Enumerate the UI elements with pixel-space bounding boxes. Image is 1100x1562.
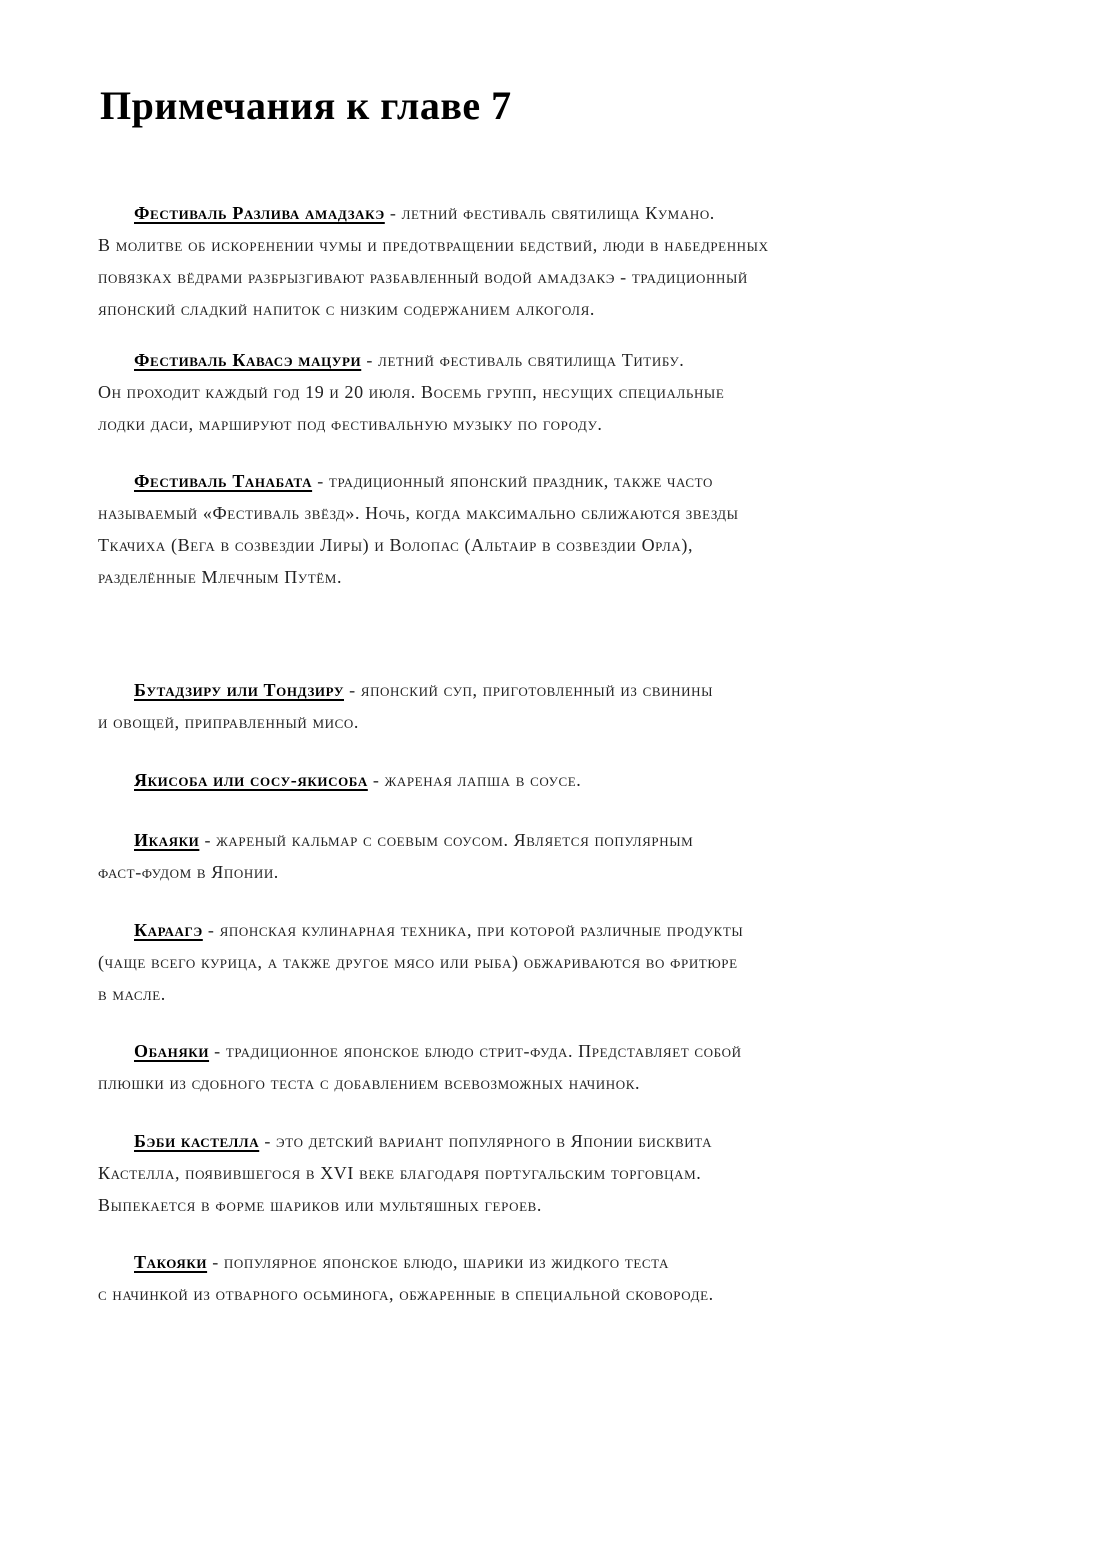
note-text: и овощей, приправленный мисо. <box>98 712 359 732</box>
note-text: - японский суп, приготовленный из свинины <box>344 680 714 700</box>
note-text: Кастелла, появившегося в XVI веке благодаря португальским торговцам. <box>98 1163 702 1183</box>
note-takoyaki <box>98 1246 1028 1310</box>
note-butajiru <box>98 674 1028 738</box>
note-text: - традиционное японское блюдо стрит-фуда. Представляет собой <box>209 1041 742 1061</box>
note-term: Бутадзиру или Тондзиру <box>134 680 344 700</box>
note-text: - жареная лапша в соусе. <box>367 770 582 790</box>
note-text: (чаще всего курица, а также другое мясо или рыба) обжариваются во фритюре <box>98 952 738 972</box>
note-text: фаст-фудом в Японии. <box>98 862 279 882</box>
note-ikayaki <box>98 824 1028 888</box>
note-tanabata <box>98 465 1028 593</box>
note-text: в масле. <box>98 984 166 1004</box>
note-text: плюшки из сдобного теста с добавлением всевозможных начинок. <box>98 1073 641 1093</box>
note-first-line <box>98 764 1028 796</box>
note-term: Якисоба или сосу-якисоба <box>134 770 368 790</box>
note-first-line <box>98 465 1028 497</box>
note-yakisoba <box>98 764 1028 796</box>
note-text: Выпекается в форме шариков или мультяшных героев. <box>98 1195 542 1215</box>
note-term: Караагэ <box>134 920 203 940</box>
note-text: - японская кулинарная техника, при которой различные продукты <box>202 920 744 940</box>
note-first-line <box>98 344 1028 376</box>
note-first-line <box>98 1246 1028 1278</box>
note-text: - традиционный японский праздник, также часто <box>312 471 713 491</box>
note-obanyaki <box>98 1035 1028 1099</box>
note-text: Он проходит каждый год 19 и 20 июля. Восемь групп, несущих специальные <box>98 382 725 402</box>
note-term: Бэби кастелла <box>134 1131 260 1151</box>
note-text: - жареный кальмар с соевым соусом. Является популярным <box>199 830 694 850</box>
note-amadzake-festival <box>98 197 1028 325</box>
note-karaage <box>98 914 1028 1010</box>
note-first-line <box>98 1035 1028 1067</box>
note-text: японский сладкий напиток с низким содержанием алкоголя. <box>98 299 595 319</box>
note-baby-castella <box>98 1125 1028 1221</box>
note-text: - летний фестиваль святилища Титибу. <box>361 350 685 370</box>
note-first-line <box>98 914 1028 946</box>
note-text: - летний фестиваль святилища Кумано. <box>384 203 715 223</box>
note-first-line <box>98 1125 1028 1157</box>
note-text: с начинкой из отварного осьминога, обжаренные в специальной сковороде. <box>98 1284 714 1304</box>
note-text: В молитве об искоренении чумы и предотвращении бедствий, люди в набедренных <box>98 235 769 255</box>
note-term: Обаняки <box>134 1041 210 1061</box>
note-term: Фестиваль Разлива амадзакэ <box>134 203 385 223</box>
note-text: повязках вёдрами разбрызгивают разбавленный водой амадзакэ - традиционный <box>98 267 748 287</box>
note-first-line <box>98 197 1028 229</box>
note-term: Такояки <box>134 1252 208 1272</box>
note-text: - популярное японское блюдо, шарики из жидкого теста <box>207 1252 670 1272</box>
note-first-line <box>98 674 1028 706</box>
note-text: лодки даси, маршируют под фестивальную музыку по городу. <box>98 414 603 434</box>
page-title: Примечания к главе 7 <box>100 83 512 128</box>
note-first-line <box>98 824 1028 856</box>
note-text: - это детский вариант популярного в Японии бисквита <box>259 1131 713 1151</box>
note-text: называемый «Фестиваль звёзд». Ночь, когда максимально сближаются звезды <box>98 503 739 523</box>
note-kawase-matsuri <box>98 344 1028 440</box>
note-text: разделённые Млечным Путём. <box>98 567 343 587</box>
note-term: Фестиваль Кавасэ мацури <box>134 350 362 370</box>
note-term: Фестиваль Танабата <box>134 471 313 491</box>
note-text: Ткачиха (Вега в созвездии Лиры) и Волопас (Альтаир в созвездии Орла), <box>98 535 694 555</box>
note-term: Икаяки <box>134 830 200 850</box>
